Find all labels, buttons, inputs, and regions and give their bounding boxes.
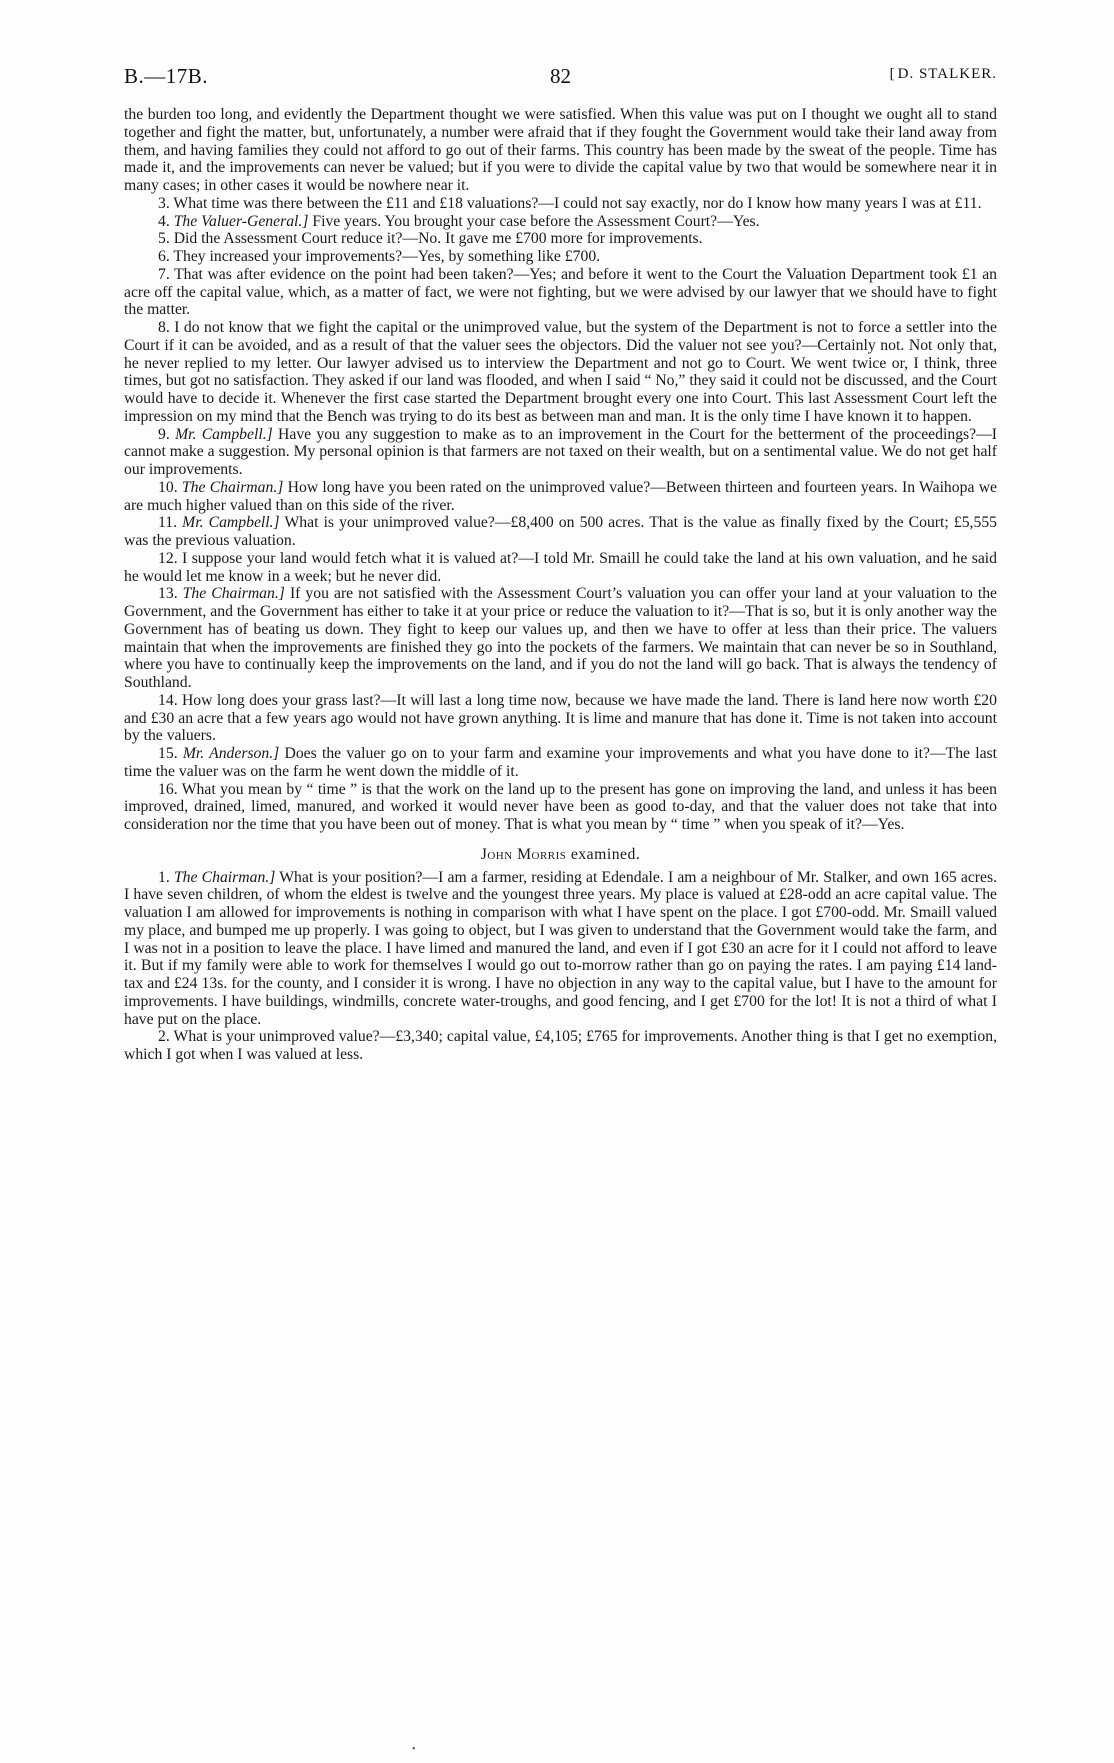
question-12: 12. I suppose your land would fetch what it is valued at?—I told Mr. Smaill he could take the land at his own valuation, and he said he would let me know in a week; but he never did. xyxy=(124,549,997,585)
question-4 xyxy=(124,213,997,231)
question-10 xyxy=(124,479,997,515)
question-14: 14. How long does your grass last?—It will last a long time now, because we have made the land. There is land here now worth £20 and £30 an acre that a few years ago would not have grown anything. It is lime and manure that has done it. Time is not taken into account by the valuers. xyxy=(124,691,997,745)
question-13 xyxy=(124,585,997,692)
question-text: Have you any suggestion to make as to an improvement in the Court for the betterment of the proceedings?—I cannot make a suggestion. My personal opinion is that farmers are not taxed on their wealth, but on a sentimental value. We do not get half our improvements. xyxy=(124,425,998,478)
page-number: 82 xyxy=(550,64,571,88)
question-number: 4. xyxy=(158,212,170,230)
speaker-label: The Chairman.] xyxy=(181,478,284,496)
question-number: 11. xyxy=(158,514,178,532)
speaker-label: Mr. Campbell.] xyxy=(182,514,280,532)
question-text: Does the valuer go on to your farm and examine your improvements and what you have done to it?—The last time the valuer was on the farm he went down the middle of it. xyxy=(124,745,997,780)
question-text: What is your unimproved value?—£8,400 on 500 acres. That is the value as finally fixed by the Court; £5,555 was the previous valuation. xyxy=(124,514,998,549)
page-header xyxy=(124,64,997,92)
morris-question-1 xyxy=(124,869,997,1029)
speaker-label: Mr. Anderson.] xyxy=(182,745,280,762)
question-text: Five years. You brought your case before the Assessment Court?—Yes. xyxy=(312,212,760,230)
question-5: 5. Did the Assessment Court reduce it?—No. It gave me £700 more for improvements. xyxy=(158,230,703,248)
question-number: 10. xyxy=(158,478,178,496)
speaker-label: The Chairman.] xyxy=(182,585,285,603)
question-number: 9. xyxy=(158,425,170,443)
witness-heading-name: John Morris xyxy=(480,845,567,863)
speaker-label: The Valuer-General.] xyxy=(173,212,309,230)
document-body xyxy=(124,106,997,1064)
question-6: 6. They increased your improvements?—Yes, by something like £700. xyxy=(158,248,601,265)
speaker-label: Mr. Campbell.] xyxy=(175,425,273,443)
question-number: 15. xyxy=(158,745,178,762)
witness-heading xyxy=(124,846,997,864)
question-text: How long have you been rated on the unimproved value?—Between thirteen and fourteen years. In Waihopa we are much higher valued than on this side of the river. xyxy=(124,478,997,514)
question-8: 8. I do not know that we fight the capital or the unimproved value, but the system of the Department is not to force a settler into the Court if it can be avoided, and as a result of that the valuer sees the objectors. Did the valuer not see you?—Certainly not. Not only that, he never replied to my letter. Our lawyer advised us to interview the Department and not go to Court. We went twice or, I think, three times, but got no satisfaction. They asked if our land was flooded, and when I said “ No,” they said it could not be discussed, and the Court would have to decide it. Whenever the first case started the Department brought every one into Court. This last Assessment Court left the impression on my mind that the Bench was trying to do its best as between man and man. It is the only time I have known it to happen. xyxy=(124,319,997,425)
question-3: 3. What time was there between the £11 and £18 valuations?—I could not say exactly, nor do I know how many years I was at £11. xyxy=(158,194,982,212)
witness-name: [ D. STALKER. xyxy=(890,66,997,83)
morris-question-2: 2. What is your unimproved value?—£3,340; capital value, £4,105; £765 for improvements. Another thing is that I get no exemption, which I got when I was valued at less. xyxy=(124,1028,997,1063)
question-number: 13. xyxy=(158,585,178,603)
question-7: 7. That was after evidence on the point had been taken?—Yes; and before it went to the Court the Valuation Department took £1 an acre off the capital value, which, as a matter of fact, we were not fighting, but we were advised by our lawyer that we should have to fight the matter. xyxy=(124,265,997,319)
paper-reference: B.—17B. xyxy=(124,64,209,88)
question-15 xyxy=(124,745,997,781)
speaker-label: The Chairman.] xyxy=(173,868,276,886)
print-mark: • xyxy=(412,1744,416,1755)
question-9 xyxy=(124,426,997,479)
question-text: If you are not satisfied with the Assessment Court’s valuation you can offer your land at your valuation to the Government, and the Government has either to take it at your price or reduce the valuation to it?—That is so, but it is only another way the Government has of beating us down. They fight to keep our values up, and then we have to offer at less than their price. The valuers maintain that when the improvements are finished they go into the pockets of the farmers. We maintain that can never be so in Southland, where you have to continually keep the improvements on the land, and if you do not the land will go back. That is always the tendency of Southland. xyxy=(124,585,998,691)
question-16: 16. What you mean by “ time ” is that the work on the land up to the present has gone on improving the land, and unless it has been improved, drained, limed, manured, and worked it would never have been as good to-day, and that the valuer does not take that into consideration nor the time that you have been out of money. That is what you mean by “ time ” when you speak of it?—Yes. xyxy=(124,780,997,833)
witness-heading-suffix: examined. xyxy=(566,845,641,863)
question-number: 1. xyxy=(158,868,170,886)
question-text: What is your position?—I am a farmer, residing at Edendale. I am a neighbour of Mr. Stalker, and own 165 acres. I have seven children, of whom the eldest is twelve and the youngest three years. My place is valued at £28-odd an acre capital value. The valuation I am allowed for improvements is nothing in comparison with what I have spent on the place. I got £700-odd. Mr. Smaill valued my place, and bumped me up properly. I was going to object, but I was given to understand that the Government would take the farm, and I was not in a position to leave the place. I have limed and manured the land, and even if I got £30 an acre for it I could not afford to leave it. But if my family were able to work for themselves I would go out to-morrow rather than go on paying the rates. I am paying £14 land-tax and £24 13s. for the county, and I consider it is wrong. I have no objection in any way to the capital value, but I have to the amount for improvements. I have buildings, windmills, concrete water-troughs, and good fencing, and I get £700 for the lot! It is not a third of what I have put on the place. xyxy=(124,868,998,1028)
question-11 xyxy=(124,514,997,550)
paragraph-continuation: the burden too long, and evidently the Department thought we were satisfied. When this value was put on I thought we ought all to stand together and fight the matter, but, unfortunately, a number were afraid that if they fought the Government would take their land away from them, and having families they could not afford to go out of their farms. This country has been made by the sweat of the people. Time has made it, and the improvements can never be valued; but if you were to divide the capital value by two that would be somewhere near it in many cases; in other cases it would be nowhere near it. xyxy=(124,106,997,194)
